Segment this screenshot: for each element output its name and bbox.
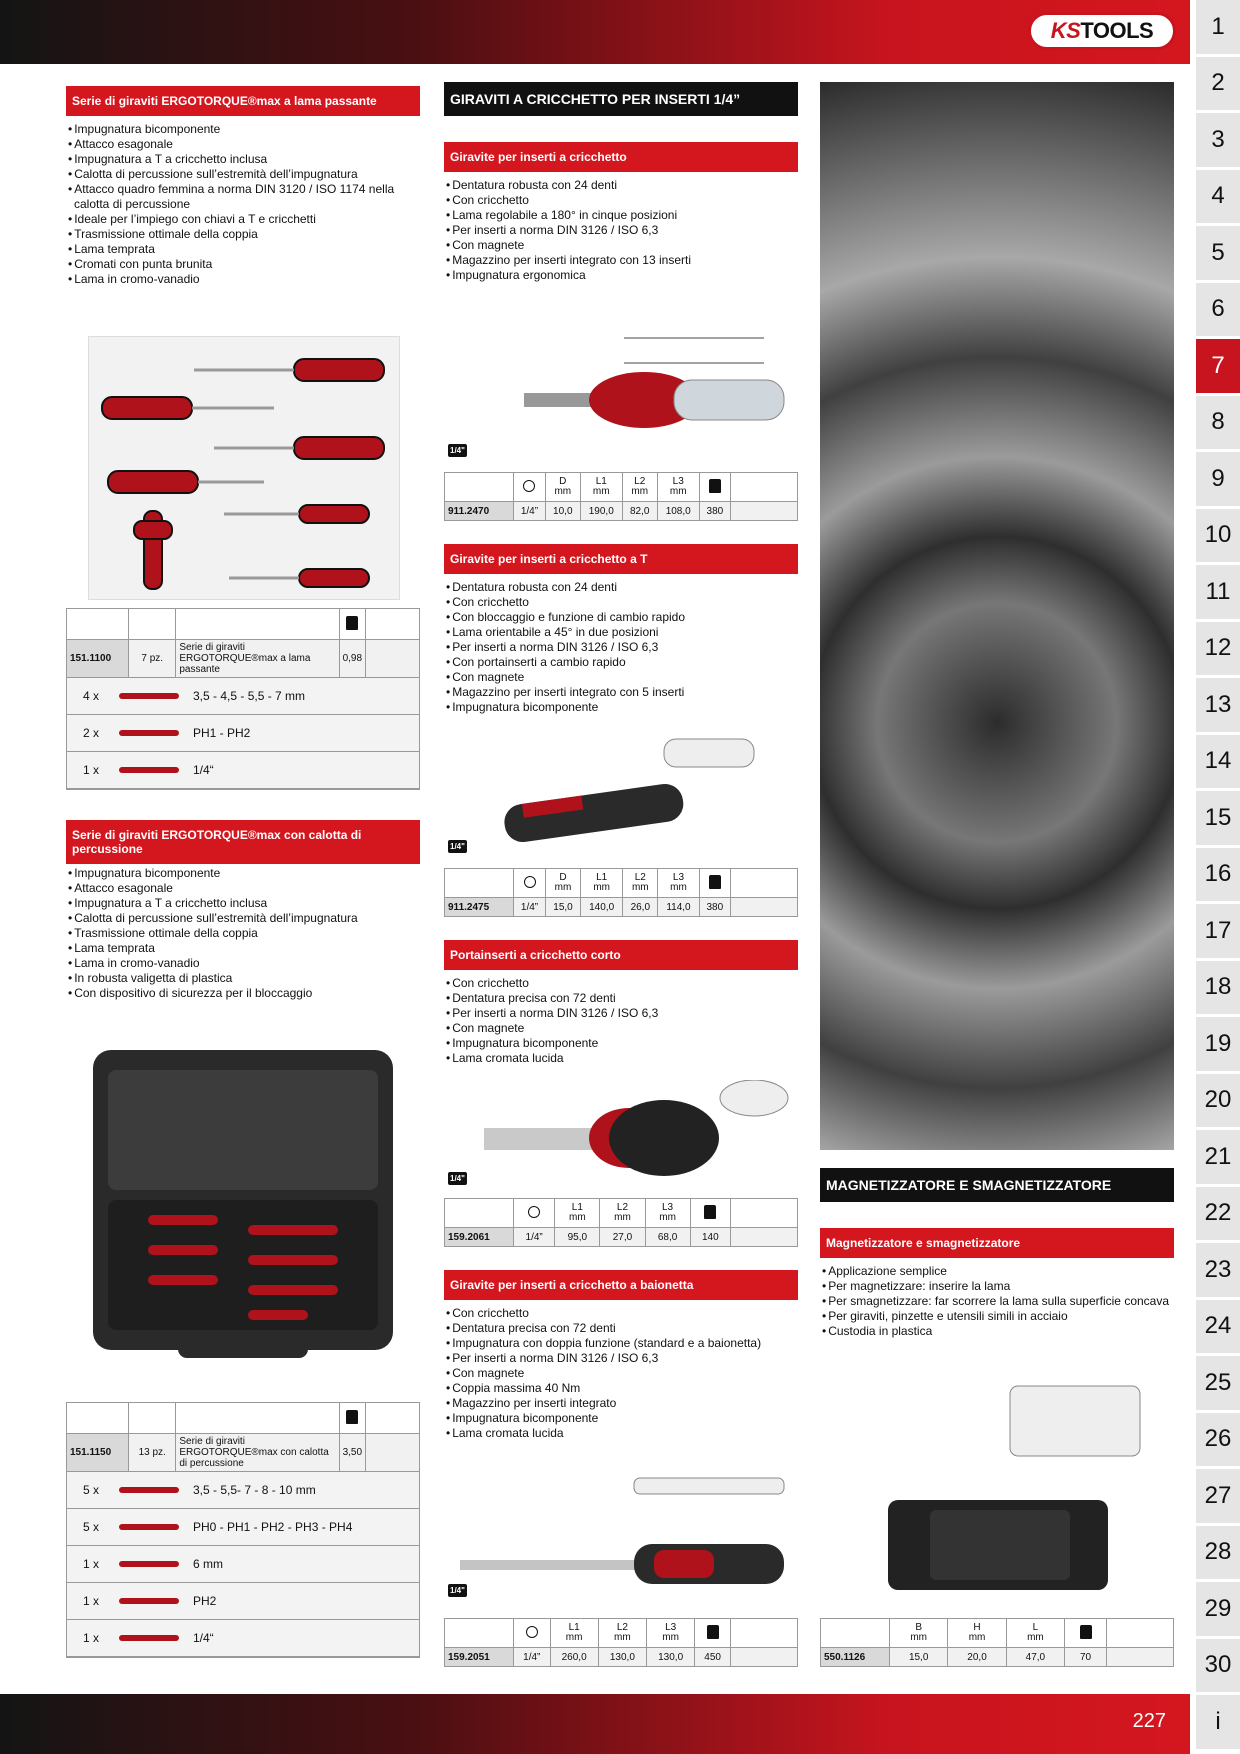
chapter-tab-8[interactable]: 8 [1196,396,1240,450]
chapter-tab-13[interactable]: 13 [1196,678,1240,732]
sockets-photo [820,82,1174,1150]
column-header: D [559,476,567,487]
category-heading: MAGNETIZZATORE E SMAGNETIZZATORE [820,1168,1174,1202]
chapter-tab-10[interactable]: 10 [1196,509,1240,563]
dimension-value: 130,0 [647,1648,695,1667]
product-title: Portainserti a cricchetto corto [444,940,798,970]
set-content-row [67,715,419,752]
dimension-value: 26,0 [623,898,658,917]
chapter-tab-26[interactable]: 26 [1196,1413,1240,1467]
feature-item: • Per inserti a norma DIN 3126 / ISO 6,3 [444,640,798,655]
feature-list [66,122,420,287]
chapter-tab-9[interactable]: 9 [1196,452,1240,506]
chapter-tab-12[interactable]: 12 [1196,622,1240,676]
spec-table-911-2470 [444,472,798,521]
feature-item: • Trasmissione ottimale della coppia [66,926,420,941]
article-code: 159.2061 [445,1228,514,1247]
chapter-tab-29[interactable]: 29 [1196,1582,1240,1636]
bottom-banner [0,1694,1190,1754]
set-content-list [66,1472,420,1658]
right-heading [820,1168,1174,1202]
weight-value: 70 [1065,1648,1107,1667]
drive-size-tag: 1/4" [450,842,465,851]
quantity: 1 x [82,1631,99,1645]
dimension-value: 130,0 [598,1648,646,1667]
feature-item: • Dentatura precisa con 72 denti [444,1321,798,1336]
drive-icon [528,1206,540,1218]
feature-item: • Impugnatura a T a cricchetto inclusa [66,152,420,167]
feature-item: • Lama cromata lucida [444,1051,798,1066]
product-title: Giravite per inserti a cricchetto a T [444,544,798,574]
set-content-row [67,1583,419,1620]
product-159-2061 [444,940,798,1066]
unit: mm [554,882,572,893]
feature-item: • Lama regolabile a 180° in cinque posizioni [444,208,798,223]
spec-table-911-2475 [444,868,798,917]
screwdriver-icon [115,1591,187,1611]
screwdriver-icon [115,1480,187,1500]
chapter-tab-14[interactable]: 14 [1196,735,1240,789]
feature-item: • Per inserti a norma DIN 3126 / ISO 6,3 [444,1006,798,1021]
feature-item: • Impugnatura ergonomica [444,268,798,283]
feature-item: • Impugnatura bicomponente [66,122,420,137]
feature-item: • Con cricchetto [444,1306,798,1321]
unit: mm [669,486,687,497]
chapter-tab-18[interactable]: 18 [1196,961,1240,1015]
unit: mm [569,1212,586,1223]
feature-item: • Calotta di percussione sull’estremità dell’impugnatura [66,911,420,926]
feature-item: • Applicazione semplice [820,1264,1174,1279]
unit: mm [670,882,687,893]
left-column-2 [66,820,420,1001]
feature-item: • Lama temprata [66,941,420,956]
ratchet-screwdriver-illustration [444,308,798,458]
category-heading: GIRAVITI A CRICCHETTO PER INSERTI 1/4” [444,82,798,116]
weight-icon [1080,1625,1092,1639]
set-content-list [66,678,420,790]
product-title: Giravite per inserti a cricchetto a baionetta [444,1270,798,1300]
chapter-tab-15[interactable]: 15 [1196,791,1240,845]
drive-size: 1/4” [514,898,546,917]
short-ratchet-illustration [444,1080,798,1188]
feature-item: • Lama cromata lucida [444,1426,798,1441]
size-list: 1/4“ [193,1631,214,1645]
feature-item: • Magazzino per inserti integrato con 13 inserti [444,253,798,268]
feature-item: • Dentatura robusta con 24 denti [444,178,798,193]
magnetizer-illustration [880,1380,1170,1602]
t-ratchet-screwdriver-photo [444,734,798,856]
chapter-tab-3[interactable]: 3 [1196,113,1240,167]
column-header: B [915,1622,923,1633]
spec-table-159-2061 [444,1198,798,1247]
quantity: 1 x [82,1594,99,1608]
quantity: 1 x [82,1557,99,1571]
column-header: L3 [662,1202,674,1213]
feature-item: • Impugnatura bicomponente [444,700,798,715]
feature-item: • Attacco quadro femmina a norma DIN 3120 / ISO 1174 nella calotta di percussione [66,182,420,212]
drive-size-tag: 1/4" [450,1586,465,1595]
feature-item: • Dentatura precisa con 72 denti [444,991,798,1006]
article-code: 151.1100 [67,640,129,678]
column-header: D [559,872,567,883]
feature-item: • Custodia in plastica [820,1324,1174,1339]
drive-icon [526,1626,538,1638]
column-header: L2 [634,872,646,883]
quantity: 2 x [82,726,99,740]
product-title: Giravite per inserti a cricchetto [444,142,798,172]
ks-tools-logo: KS TOOLS [1028,12,1176,50]
dimension-value: 82,0 [622,502,657,521]
feature-item: • Per inserti a norma DIN 3126 / ISO 6,3 [444,223,798,238]
screwdriver-icon [115,686,187,706]
feature-list [66,866,420,1001]
drive-icon [524,876,536,888]
size-list: 3,5 - 5,5- 7 - 8 - 10 mm [193,1483,316,1497]
size-list: 1/4“ [193,763,214,777]
dimension-value: 27,0 [600,1228,645,1247]
drive-size-tag: 1/4" [450,446,465,455]
weight-value: 380 [699,502,730,521]
screwdriver-icon [115,1554,187,1574]
feature-item: • Lama orientabile a 45° in due posizioni [444,625,798,640]
dimension-value: 20,0 [948,1648,1006,1667]
size-list: PH1 - PH2 [193,726,251,740]
chapter-tab-30[interactable]: 30 [1196,1639,1240,1693]
screwdriver-icon [115,723,187,743]
bayonet-ratchet-photo [444,1466,798,1596]
case-photo [88,1040,398,1378]
feature-item: • Impugnatura bicomponente [66,866,420,881]
feature-list [444,976,798,1066]
feature-list [820,1264,1174,1339]
chapter-tab-i[interactable]: i [1196,1695,1240,1749]
weight-value: 450 [695,1648,731,1667]
feature-item: • Per smagnetizzare: far scorrere la lama sulla superficie concava [820,1294,1174,1309]
weight-value: 380 [699,898,730,917]
column-header: L1 [596,872,608,883]
feature-item: • Magazzino per inserti integrato con 5 inserti [444,685,798,700]
feature-item: • Lama temprata [66,242,420,257]
spec-table-550-1126 [820,1618,1174,1667]
chapter-tabs [1196,0,1240,1752]
chapter-tab-24[interactable]: 24 [1196,1300,1240,1354]
feature-item: • Impugnatura con doppia funzione (standard e a baionetta) [444,1336,798,1351]
dimension-value: 114,0 [658,898,699,917]
chapter-tab-22[interactable]: 22 [1196,1187,1240,1241]
size-list: PH2 [193,1594,217,1608]
chapter-tab-7[interactable]: 7 [1196,339,1240,393]
weight-icon [709,875,721,889]
feature-item: • Coppia massima 40 Nm [444,1381,798,1396]
left-column [66,86,420,287]
tool-case-illustration [88,1040,398,1378]
column-header: L1 [595,476,607,487]
chapter-tab-11[interactable]: 11 [1196,565,1240,619]
column-header: L2 [634,476,646,487]
chapter-tab-6[interactable]: 6 [1196,283,1240,337]
short-ratchet-photo [444,1080,798,1188]
article-code: 911.2475 [445,898,514,917]
feature-item: • Per giraviti, pinzette e utensili simili in acciaio [820,1309,1174,1324]
screwdriver-set-photo [88,336,400,600]
set-content-row [67,678,419,715]
drive-size: 1/4” [514,1228,555,1247]
feature-item: • Lama in cromo-vanadio [66,272,420,287]
dimension-value: 190,0 [580,502,622,521]
weight-icon [707,1625,719,1639]
article-code: 159.2051 [445,1648,514,1667]
feature-item: • Attacco esagonale [66,137,420,152]
weight-value: 140 [690,1228,730,1247]
feature-item: • Impugnatura bicomponente [444,1411,798,1426]
feature-list [444,1306,798,1441]
unit: mm [565,1632,583,1643]
size-list: 6 mm [193,1557,223,1571]
product-550-1126 [820,1228,1174,1339]
feature-list [444,580,798,715]
feature-item: • Lama in cromo-vanadio [66,956,420,971]
unit: mm [631,882,649,893]
feature-item: • Calotta di percussione sull’estremità dell’impugnatura [66,167,420,182]
feature-item: • Con portainserti a cambio rapido [444,655,798,670]
unit: mm [592,486,610,497]
size-list: PH0 - PH1 - PH2 - PH3 - PH4 [193,1520,353,1534]
middle-heading [444,82,798,116]
chapter-tab-21[interactable]: 21 [1196,1130,1240,1184]
article-code: 550.1126 [821,1648,890,1667]
dimension-value: 95,0 [555,1228,600,1247]
weight-icon [346,616,358,630]
unit: mm [662,1632,679,1643]
feature-item: • Per inserti a norma DIN 3126 / ISO 6,3 [444,1351,798,1366]
quantity: 4 x [82,689,99,703]
feature-item: • Con bloccaggio e funzione di cambio rapido [444,610,798,625]
feature-item: • Impugnatura bicomponente [444,1036,798,1051]
feature-item: • Con magnete [444,1021,798,1036]
feature-item: • Dentatura robusta con 24 denti [444,580,798,595]
unit: mm [968,1632,986,1643]
chapter-tab-20[interactable]: 20 [1196,1074,1240,1128]
feature-item: • Cromati con punta brunita [66,257,420,272]
unit: mm [614,1212,631,1223]
section-title: Serie di giraviti ERGOTORQUE®max a lama passante [66,86,420,116]
product-159-2051 [444,1270,798,1441]
column-header: L3 [665,1622,677,1633]
chapter-tab-27[interactable]: 27 [1196,1469,1240,1523]
column-header: L [1032,1622,1039,1633]
chapter-tab-25[interactable]: 25 [1196,1356,1240,1410]
chapter-tab-5[interactable]: 5 [1196,226,1240,280]
feature-item: • In robusta valigetta di plastica [66,971,420,986]
column-header: L3 [672,872,685,883]
magnetizer-photo [880,1380,1170,1602]
unit: mm [1027,1632,1044,1643]
feature-item: • Con magnete [444,238,798,253]
t-screwdriver-illustration [444,734,798,856]
weight-icon [346,1410,358,1424]
feature-item: • Attacco esagonale [66,881,420,896]
screwdrivers-illustration [94,343,394,593]
quantity: 1 x [82,763,99,777]
unit: mm [614,1632,631,1643]
feature-list [444,178,798,283]
column-header: L1 [571,1202,583,1213]
quantity: 5 x [82,1520,99,1534]
set-151-1150-table: 151.1150 13 pz. Serie di giraviti ERGOTORQUE®max con calotta di percussione 3,50 5 x 3,5 - 5,5- 7 - 8 - 10 mm 5 x PH0 - PH1 - PH2 - PH3 - PH4 1 x 6 mm 1 x PH2 1 x 1/4“ [66,1402,420,1658]
product-911-2475 [444,544,798,715]
feature-item: • Magazzino per inserti integrato [444,1396,798,1411]
screwdriver-icon [115,1517,187,1537]
page-number: 227 [1132,1710,1166,1732]
chapter-tab-19[interactable]: 19 [1196,1017,1240,1071]
feature-item: • Ideale per l’impiego con chiavi a T e cricchetti [66,212,420,227]
dimension-value: 140,0 [580,898,622,917]
dimension-value: 260,0 [550,1648,598,1667]
chapter-tab-2[interactable]: 2 [1196,57,1240,111]
set-content-row [67,1472,419,1509]
drive-size: 1/4” [514,1648,551,1667]
feature-item: • Impugnatura a T a cricchetto inclusa [66,896,420,911]
top-banner [0,0,1190,64]
screwdriver-icon [115,760,187,780]
unit: mm [910,1632,928,1643]
dimension-value: 15,0 [546,898,581,917]
unit: mm [593,882,610,893]
drive-icon [523,480,535,492]
article-code: 151.1150 [67,1434,129,1472]
feature-item: • Con dispositivo di sicurezza per il bloccaggio [66,986,420,1001]
weight-icon [704,1205,716,1219]
column-header: L1 [568,1622,580,1633]
size-list: 3,5 - 4,5 - 5,5 - 7 mm [193,689,306,703]
chapter-tab-1[interactable]: 1 [1196,0,1240,54]
section-title: Serie di giraviti ERGOTORQUE®max con calotta di percussione [66,820,420,864]
set-151-1100-table: 151.1100 7 pz. Serie di giraviti ERGOTORQUE®max a lama passante 0,98 4 x 3,5 - 4,5 - 5,5 - 7 mm 2 x PH1 - PH2 1 x 1/4“ [66,608,420,790]
chapter-tab-23[interactable]: 23 [1196,1243,1240,1297]
unit: mm [631,486,649,497]
feature-item: • Trasmissione ottimale della coppia [66,227,420,242]
dimension-value: 68,0 [645,1228,690,1247]
article-code: 911.2470 [445,502,514,521]
dimension-value: 108,0 [657,502,699,521]
set-content-row [67,1509,419,1546]
feature-item: • Con magnete [444,1366,798,1381]
set-content-row [67,1620,419,1657]
bayonet-screwdriver-illustration [444,1466,798,1596]
spec-table-159-2051 [444,1618,798,1667]
dimension-value: 10,0 [545,502,580,521]
column-header: L3 [672,476,684,487]
product-title: Magnetizzatore e smagnetizzatore [820,1228,1174,1258]
product-911-2470 [444,142,798,283]
feature-item: • Con magnete [444,670,798,685]
weight-icon [709,479,721,493]
column-header: L2 [616,1622,628,1633]
dimension-value: 47,0 [1006,1648,1064,1667]
unit: mm [659,1212,676,1223]
feature-item: • Per magnetizzare: inserire la lama [820,1279,1174,1294]
drive-size-tag: 1/4" [450,1174,465,1183]
screwdriver-icon [115,1628,187,1648]
chapter-tab-17[interactable]: 17 [1196,904,1240,958]
feature-item: • Con cricchetto [444,976,798,991]
set-content-row [67,752,419,789]
dimension-value: 15,0 [890,1648,948,1667]
column-header: L2 [616,1202,629,1213]
feature-item: • Con cricchetto [444,193,798,208]
quantity: 5 x [82,1483,99,1497]
chapter-tab-28[interactable]: 28 [1196,1526,1240,1580]
chapter-tab-16[interactable]: 16 [1196,848,1240,902]
set-content-row [67,1546,419,1583]
ratchet-screwdriver-photo [444,308,798,458]
feature-item: • Con cricchetto [444,595,798,610]
column-header: H [973,1622,981,1633]
drive-size: 1/4” [514,502,546,521]
unit: mm [554,486,572,497]
chapter-tab-4[interactable]: 4 [1196,170,1240,224]
